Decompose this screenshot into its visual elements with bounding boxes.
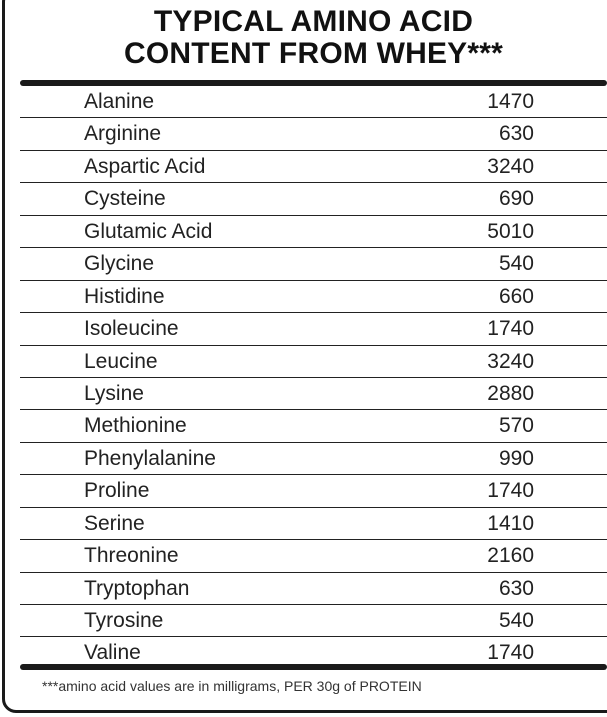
amino-acid-name: Glutamic Acid bbox=[84, 219, 213, 243]
amino-acid-value: 1470 bbox=[487, 90, 534, 113]
amino-acid-name: Aspartic Acid bbox=[84, 154, 206, 178]
amino-acid-name: Histidine bbox=[84, 284, 165, 308]
amino-acid-name: Glycine bbox=[84, 252, 155, 276]
table-row bbox=[20, 378, 607, 410]
table-row bbox=[20, 443, 607, 475]
amino-acid-name: Methionine bbox=[84, 414, 187, 438]
amino-acid-table bbox=[20, 86, 607, 670]
amino-acid-name: Serine bbox=[84, 511, 145, 535]
amino-acid-name: Threonine bbox=[84, 544, 179, 568]
amino-acid-value: 2160 bbox=[487, 544, 534, 568]
table-row bbox=[20, 410, 607, 442]
amino-acid-name: Lysine bbox=[84, 381, 144, 405]
amino-acid-name: Proline bbox=[84, 479, 150, 503]
table-row bbox=[20, 346, 607, 378]
amino-acid-value: 1740 bbox=[487, 317, 534, 341]
table-row bbox=[20, 573, 607, 605]
amino-acid-name: Phenylalanine bbox=[84, 446, 216, 470]
bottom-divider bbox=[20, 664, 607, 670]
amino-acid-value: 3240 bbox=[487, 349, 534, 373]
amino-acid-name: Arginine bbox=[84, 122, 162, 146]
amino-acid-value: 540 bbox=[498, 252, 534, 276]
amino-acid-value: 1740 bbox=[487, 479, 534, 503]
table-row bbox=[20, 216, 607, 248]
amino-acid-value: 540 bbox=[498, 609, 534, 632]
table-row bbox=[20, 183, 607, 215]
table-row bbox=[20, 605, 607, 637]
amino-acid-value: 3240 bbox=[487, 154, 534, 178]
table-row bbox=[20, 313, 607, 345]
table-title-line-2: CONTENT FROM WHEY*** bbox=[124, 37, 503, 70]
amino-acid-name: Isoleucine bbox=[84, 317, 179, 341]
table-row bbox=[20, 281, 607, 313]
amino-acid-value: 570 bbox=[498, 414, 534, 438]
table-row bbox=[20, 475, 607, 507]
amino-acid-value: 660 bbox=[498, 284, 534, 308]
amino-acid-value: 2880 bbox=[487, 381, 534, 405]
table-row bbox=[20, 118, 607, 150]
amino-acid-value: 1740 bbox=[487, 641, 534, 665]
amino-acid-value: 690 bbox=[498, 187, 534, 211]
table-row bbox=[20, 248, 607, 280]
amino-acid-name: Alanine bbox=[84, 90, 155, 113]
table-row bbox=[20, 540, 607, 572]
table-title-line-1: TYPICAL AMINO ACID bbox=[153, 5, 474, 38]
table-row bbox=[20, 151, 607, 183]
amino-acid-value: 990 bbox=[498, 446, 534, 470]
amino-acid-value: 630 bbox=[498, 122, 534, 146]
table-row bbox=[20, 508, 607, 540]
amino-acid-name: Tryptophan bbox=[84, 576, 190, 600]
amino-acid-value: 1410 bbox=[487, 511, 534, 535]
table-row bbox=[20, 86, 607, 118]
amino-acid-name: Tyrosine bbox=[84, 609, 164, 632]
amino-acid-value: 630 bbox=[498, 576, 534, 600]
amino-acid-name: Valine bbox=[84, 641, 141, 665]
amino-acid-value: 5010 bbox=[487, 219, 534, 243]
footnote: ***amino acid values are in milligrams, PER 30g of PROTEIN bbox=[42, 678, 422, 694]
amino-acid-name: Cysteine bbox=[84, 187, 166, 211]
amino-acid-name: Leucine bbox=[84, 349, 158, 373]
